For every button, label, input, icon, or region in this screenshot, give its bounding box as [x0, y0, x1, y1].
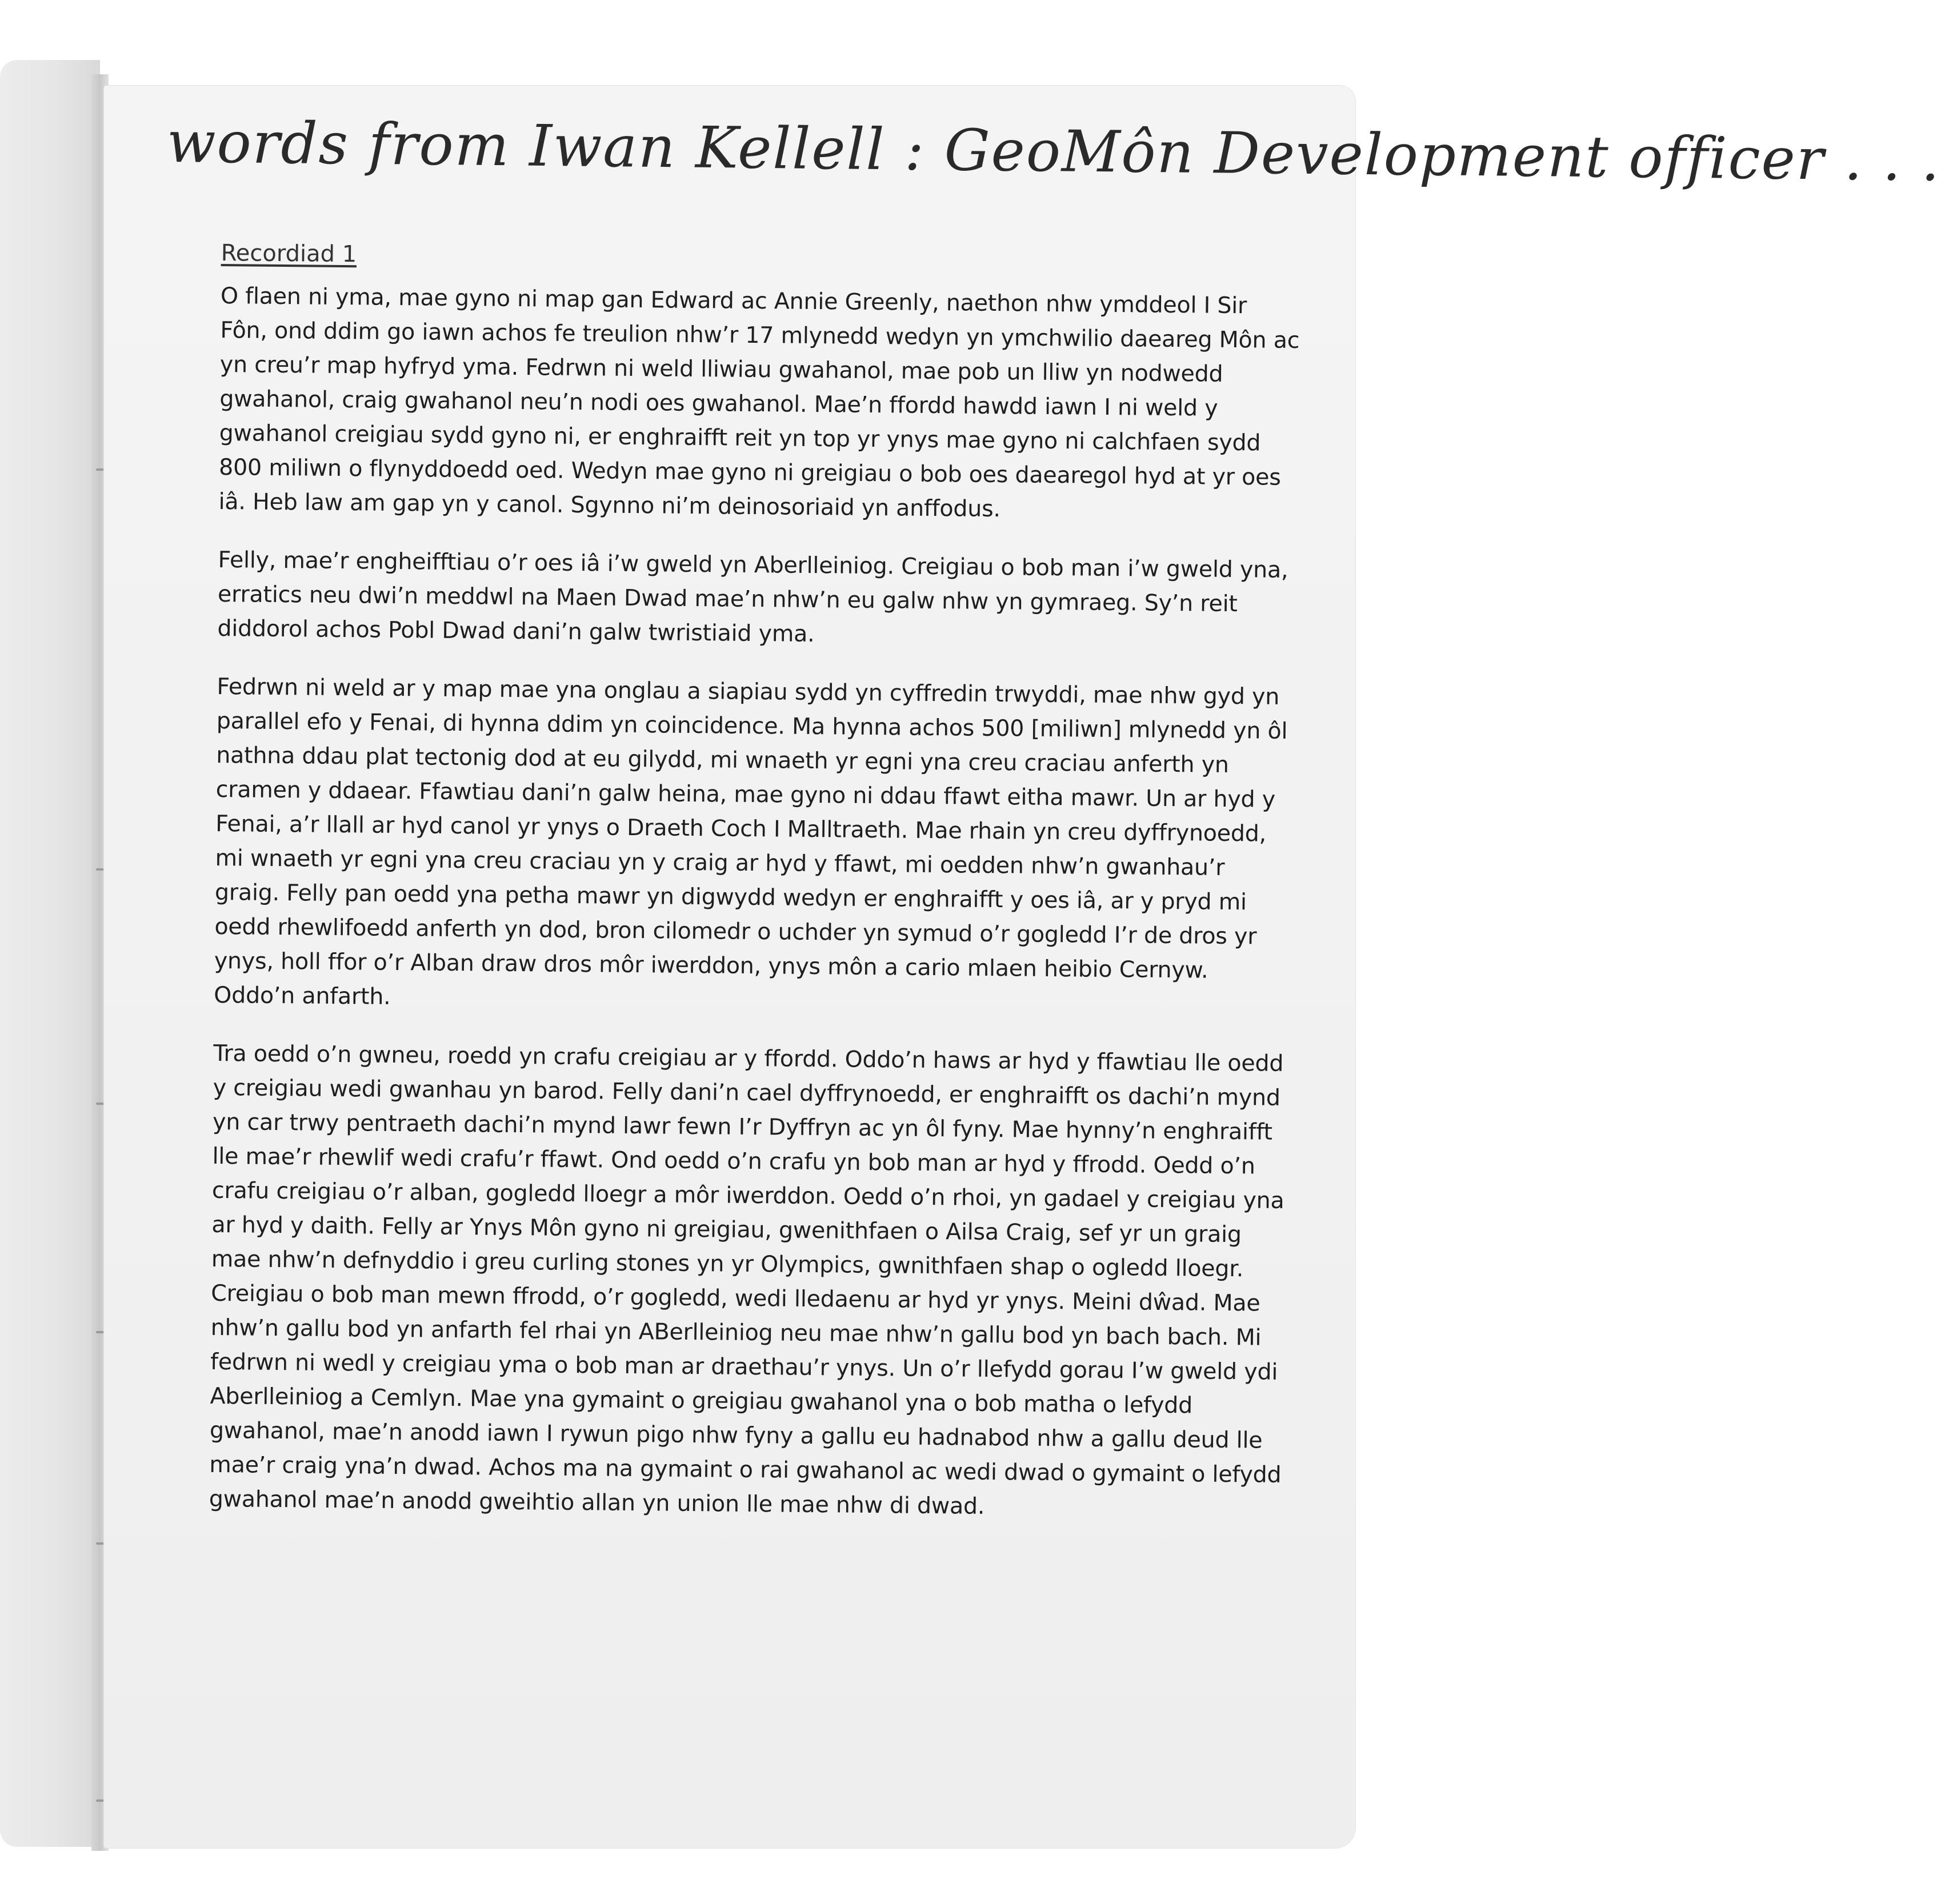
section-heading: Recordiad 1: [221, 240, 357, 268]
paragraph: Fedrwn ni weld ar y map mae yna onglau a siapiau sydd yn cyffredin trwyddi, mae nhw gyd yn parallel efo y Fenai, di hynna ddim yn coincidence. Ma hynna achos 500 [miliwn] mlynedd yn ôl nathna ddau plat tectonig dod at eu gilydd, mi wnaeth yr egni yna creu craciau anferth yn cramen y ddaear. Ffawtiau dani’n galw heina, mae gyno ni ddau ffawt eitha mawr. Un ar hyd y Fenai, a’r llall ar hyd canol yr ynys o Draeth Coch I Malltraeth. Mae rhain yn creu dyffrynoedd, mi wnaeth yr egni yna creu craciau yn y craig ar hyd y ffawt, mi oedden nhw’n gwanhau’r graig. Felly pan oedd yna petha mawr yn digwydd wedyn er enghraifft y oes iâ, ar y pryd mi oedd rhewlifoedd anferth yn dod, bron cilomedr o uchder yn symud o’r gogledd I’r de dros yr ynys, holl ffor o’r Alban draw dros môr iwerddon, ynys môn a cario mlaen heibio Cernyw. Oddo’n anfarth.: [214, 673, 1288, 1010]
document-page: [104, 86, 1941, 1848]
paragraph: Tra oedd o’n gwneu, roedd yn crafu creigiau ar y ffordd. Oddo’n haws ar hyd y ffawtiau lle oedd y creigiau wedi gwanhau yn barod. Felly dani’n cael dyffrynoedd, er enghraifft os dachi’n mynd yn car trwy pentraeth dachi’n mynd lawr fewn I’r Dyffryn ac yn ôl fyny. Mae hynny’n enghraifft lle mae’r rhewlif wedi crafu’r ffawt. Ond oedd o’n crafu yn bob man ar hyd y ffrodd. Oedd o’n crafu creigiau o’r alban, gogledd lloegr a môr iwerddon. Oedd o’n rhoi, yn gadael y creigiau yna ar hyd y daith. Felly ar Ynys Môn gyno ni greigiau, gwenithfaen o Ailsa Craig, sef yr un graig mae nhw’n defnyddio i greu curling stones yn yr Olympics, gwnithfaen shap o ogledd lloegr. Creigiau o bob man mewn ffrodd, o’r gogledd, wedi lledaenu ar hyd yr ynys. Meini dŵad. Mae nhw’n gallu bod yn anfarth fel rhai yn ABerlleiniog neu mae nhw’n gallu bod yn bach bach. Mi fedrwn ni wedl y creigiau yma o bob man ar draethau’r ynys. Un o’r llefydd gorau I’w gweld ydi Aberlleiniog a Cemlyn. Mae yna gymaint o greigiau gwahanol yna o bob matha o lefydd gwahanol, mae’n anodd iawn I rywun pigo nhw fyny a gallu eu hadnabod nhw a gallu deud lle mae’r craig yna’n dwad. Achos ma na gymaint o rai gwahanol ac wedi dwad o gymaint o lefydd gwahanol mae’n anodd gweihtio allan yn union lle mae nhw di dwad.: [209, 1040, 1284, 1520]
paragraph: Felly, mae’r engheifftiau o’r oes iâ i’w gweld yn Aberlleiniog. Creigiau o bob man i’w gweld yna, erratics neu dwi’n meddwl na Maen Dwad mae’n nhw’n eu galw nhw yn gymraeg. Sy’n reit diddorol achos Pobl Dwad dani’n galw twristiaid yma.: [217, 546, 1288, 647]
handwritten-note: words from Iwan Kellell : GeoMôn Development officer . . .: [166, 109, 1941, 194]
left-page: [0, 60, 100, 1847]
paragraph: O flaen ni yma, mae gyno ni map gan Edward ac Annie Greenly, naethon nhw ymddeol I Sir Fôn, ond ddim go iawn achos fe treulion nhw’r 17 mlynedd wedyn yn ymchwilio daeareg Môn ac yn creu’r map hyfryd yma. Fedrwn ni weld lliwiau gwahanol, mae pob un lliw yn nodwedd gwahanol, craig gwahanol neu’n nodi oes gwahanol. Mae’n ffordd hawdd iawn I ni weld y gwahanol creigiau sydd gyno ni, er enghraifft reit yn top yr ynys mae gyno ni calchfaen sydd 800 miliwn o flynyddoedd oed. Wedyn mae gyno ni greigiau o bob oes daearegol hyd at yr oes iâ. Heb law am gap yn y canol. Sgynno ni’m deinosoriaid yn anffodus.: [218, 282, 1300, 523]
document-body: [209, 240, 1301, 1550]
